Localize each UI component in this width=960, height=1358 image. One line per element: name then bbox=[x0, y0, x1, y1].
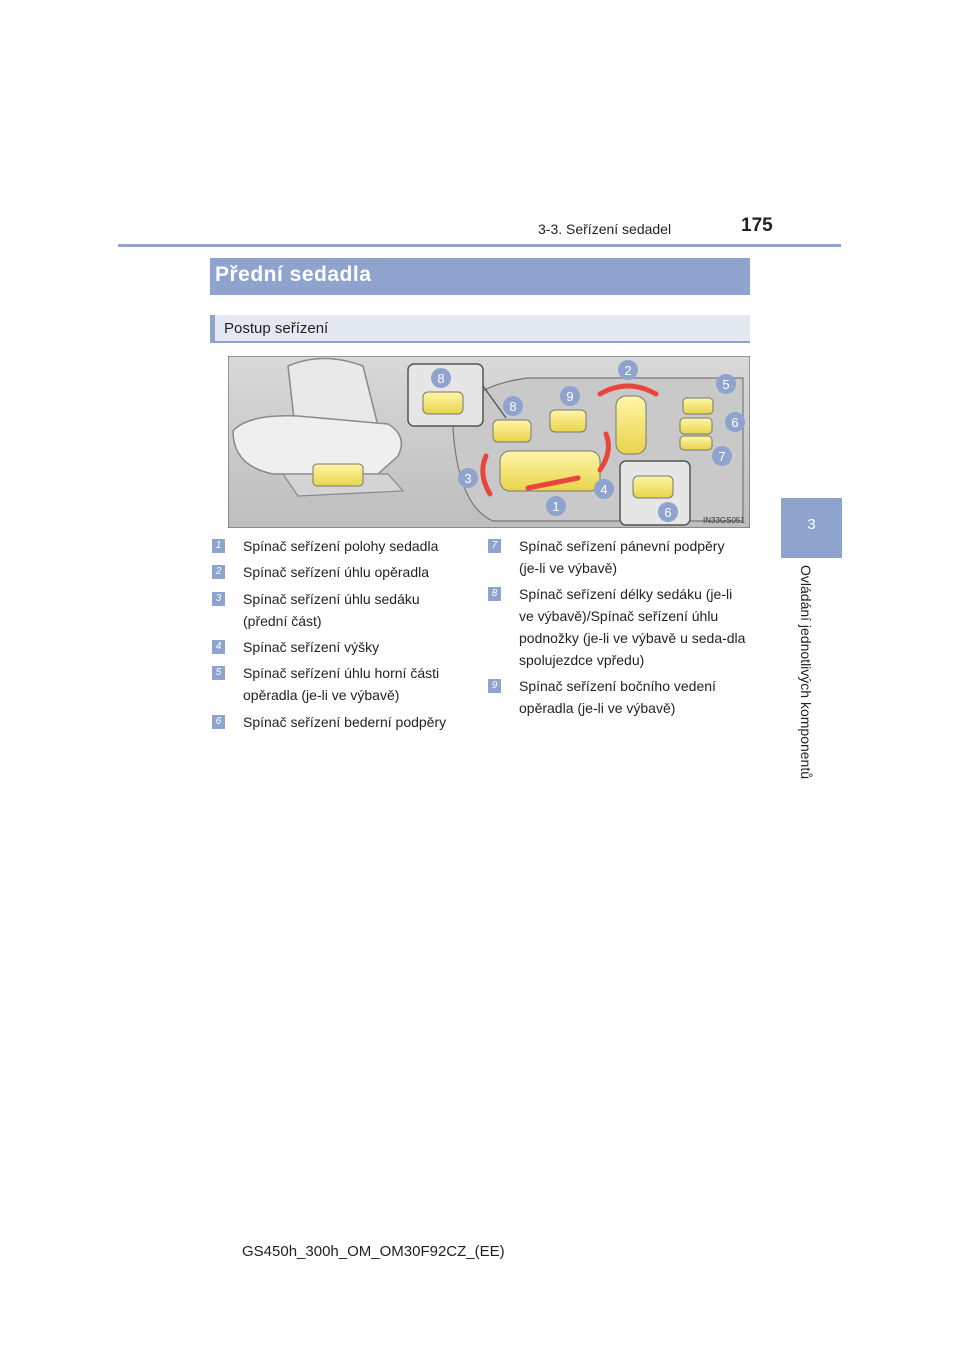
number-badge: 2 bbox=[212, 565, 225, 579]
callout-8b: 8 bbox=[509, 399, 517, 414]
callout-7: 7 bbox=[718, 449, 726, 464]
callout-8a: 8 bbox=[437, 371, 445, 386]
figure-code: IN33GS051 bbox=[703, 516, 745, 525]
page-number: 175 bbox=[741, 215, 773, 236]
subsection-bar bbox=[210, 315, 750, 343]
side-bolster-switch bbox=[550, 410, 586, 432]
callout-6a: 6 bbox=[731, 415, 739, 430]
item-text: Spínač seřízení délky sedáku (je-li ve výbavě)/Spínač seřízení úhlu podnožky (je-li ve výbavě u seda-dla spolujezdce vpředu) bbox=[519, 586, 746, 668]
header-rule bbox=[118, 244, 841, 247]
chapter-label-text: Ovládání jednotlivých komponentů bbox=[798, 565, 814, 780]
callout-2: 2 bbox=[624, 363, 632, 378]
seat-controls-illustration bbox=[228, 356, 750, 528]
callout-3: 3 bbox=[464, 471, 472, 486]
item-text: Spínač seřízení úhlu opěradla bbox=[243, 564, 430, 580]
callout-6b: 6 bbox=[664, 505, 672, 520]
item-text: Spínač seřízení pánevní podpěry (je-li ve výbavě) bbox=[519, 538, 725, 576]
number-badge: 7 bbox=[488, 539, 501, 553]
section-bar bbox=[210, 258, 750, 295]
backrest-switch bbox=[616, 396, 646, 454]
upper-back-switch bbox=[683, 398, 713, 414]
section-title: Přední sedadla bbox=[215, 263, 372, 286]
callout-5: 5 bbox=[722, 377, 730, 392]
subsection-title: Postup seřízení bbox=[224, 320, 329, 337]
number-badge: 5 bbox=[212, 666, 225, 680]
chapter-number: 3 bbox=[807, 516, 816, 533]
callout-4: 4 bbox=[600, 482, 608, 497]
number-badge: 6 bbox=[212, 715, 225, 729]
callout-9: 9 bbox=[566, 389, 574, 404]
item-text: Spínač seřízení bočního vedení opěradla (je-li ve výbavě) bbox=[519, 678, 716, 716]
lumbar-switch bbox=[680, 418, 712, 434]
chapter-tab bbox=[781, 498, 842, 558]
header-section: 3-3. Seřízení sedadel bbox=[538, 221, 672, 237]
item-text: Spínač seřízení úhlu horní části opěradla (je-li ve výbavě) bbox=[243, 665, 440, 703]
item-text: Spínač seřízení výšky bbox=[243, 639, 380, 655]
pelvic-switch bbox=[680, 436, 712, 450]
item-text: Spínač seřízení bederní podpěry bbox=[243, 714, 447, 730]
footer-doc-code: GS450h_300h_OM_OM30F92CZ_(EE) bbox=[242, 1243, 505, 1260]
number-badge: 8 bbox=[488, 587, 501, 601]
item-text: Spínač seřízení úhlu sedáku (přední část) bbox=[243, 591, 420, 629]
item-text: Spínač seřízení polohy sedadla bbox=[243, 538, 439, 554]
inset-6 bbox=[620, 461, 690, 525]
cushion-length-switch bbox=[493, 420, 531, 442]
number-badge: 1 bbox=[212, 539, 225, 553]
callout-1: 1 bbox=[552, 499, 560, 514]
number-badge: 9 bbox=[488, 679, 501, 693]
chapter-label bbox=[798, 565, 820, 795]
number-badge: 4 bbox=[212, 640, 225, 654]
number-badge: 3 bbox=[212, 592, 225, 606]
